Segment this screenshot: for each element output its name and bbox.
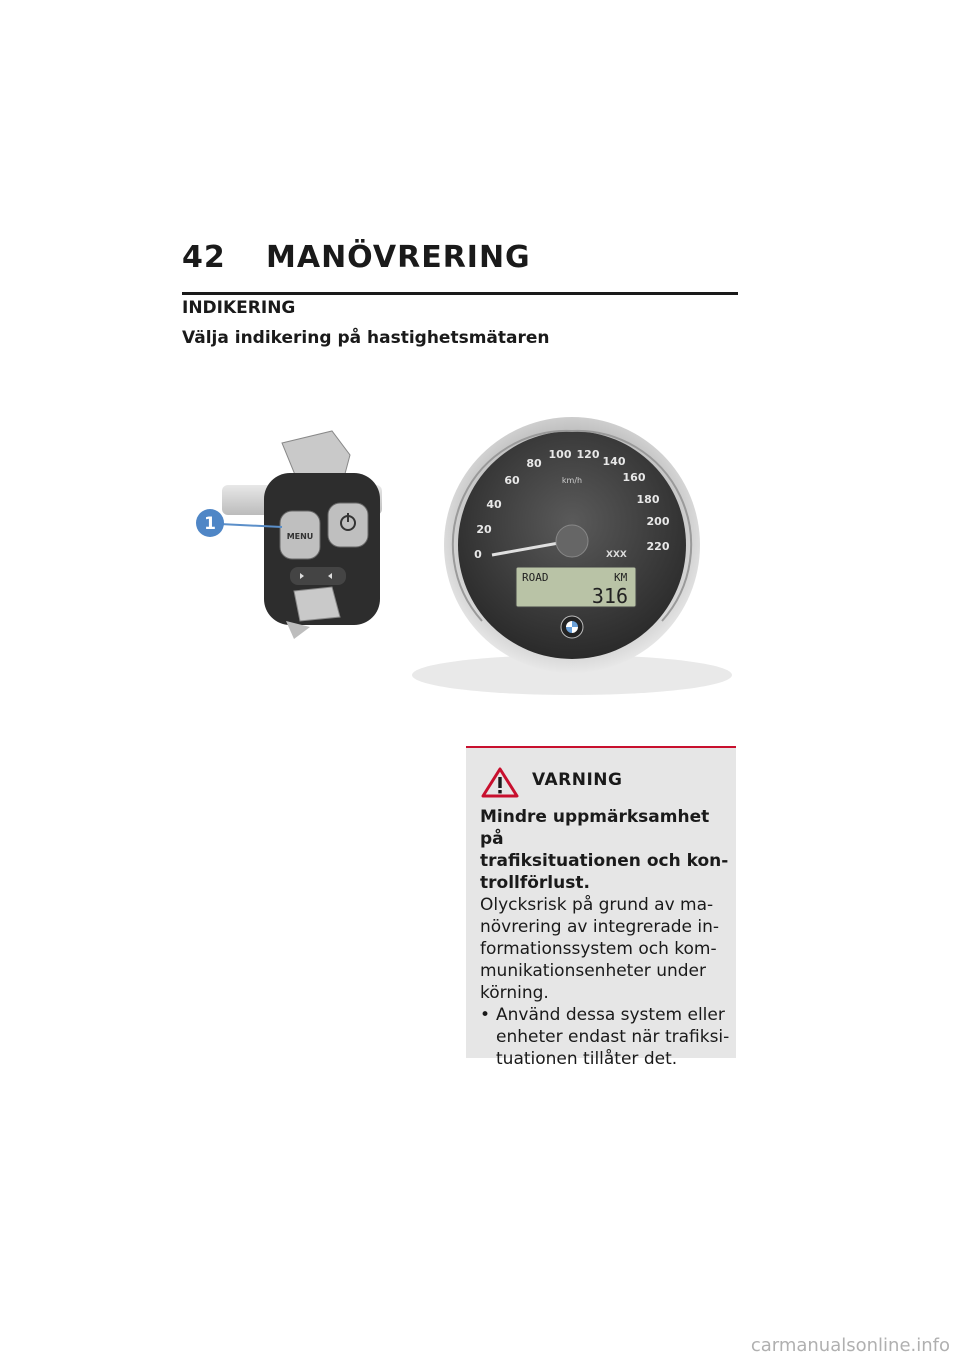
callout-number: 1: [204, 514, 216, 534]
warning-title-line: Mindre uppmärksamhet på: [480, 807, 710, 849]
speed-label: 40: [486, 498, 502, 511]
speed-label: 60: [504, 474, 520, 487]
warning-label: VARNING: [532, 770, 623, 790]
rocker-switch: [290, 567, 346, 585]
speed-label: 160: [622, 471, 646, 484]
warning-header: [480, 766, 720, 796]
warning-text-line: Olycksrisk på grund av ma-: [480, 895, 714, 915]
speed-label: 0: [474, 548, 482, 561]
header-rule: [182, 292, 738, 295]
warning-title-line: trollförlust.: [480, 873, 590, 893]
chapter-title: MANÖVRERING: [266, 240, 531, 275]
lcd-mode: ROAD: [522, 571, 549, 584]
bullet-icon: •: [480, 1005, 491, 1025]
warning-triangle-icon: [480, 766, 520, 798]
power-button: [328, 503, 368, 547]
warning-text-line: körning.: [480, 983, 549, 1003]
warning-text: [480, 894, 730, 1004]
warning-text-line: növrering av integrerade in-: [480, 917, 720, 937]
speed-label: 180: [636, 493, 660, 506]
warning-body: [480, 806, 730, 1070]
controls-figure: [182, 395, 738, 720]
warning-box: [466, 746, 736, 1069]
subsection-title: Välja indikering på hastighetsmätaren: [182, 328, 550, 348]
switch-bottom-lever: [294, 587, 340, 621]
bmw-logo-icon: [561, 616, 583, 638]
figure-illustration: [182, 395, 738, 720]
speed-label: 120: [576, 448, 600, 461]
unit-label: km/h: [561, 476, 583, 485]
bullet-line: enheter endast när trafiksi-: [496, 1027, 730, 1047]
speed-label: 140: [602, 455, 626, 468]
bullet-line: Använd dessa system eller: [496, 1005, 725, 1025]
menu-button-label: MENU: [286, 532, 314, 541]
warning-title: [480, 806, 730, 894]
warning-text-line: munikationsenheter under: [480, 961, 706, 981]
needle-hub: [556, 525, 588, 557]
warning-bullet: [480, 1004, 730, 1070]
lcd-value: 316: [591, 584, 628, 608]
model-mark: XXX: [606, 550, 627, 560]
speed-label: 80: [526, 457, 542, 470]
warning-text-line: formationssystem och kom-: [480, 939, 717, 959]
warning-title-line: trafiksituationen och kon-: [480, 851, 729, 871]
lcd-unit: KM: [614, 571, 628, 584]
speed-label: 100: [548, 448, 572, 461]
bullet-line: tuationen tillåter det.: [496, 1049, 678, 1069]
speed-label: 200: [646, 515, 670, 528]
speed-label: 220: [646, 540, 670, 553]
speed-label: 20: [476, 523, 492, 536]
section-title: INDIKERING: [182, 298, 296, 318]
footer-watermark: carmanualsonline.info: [750, 1335, 950, 1356]
page-number: 42: [182, 240, 226, 275]
